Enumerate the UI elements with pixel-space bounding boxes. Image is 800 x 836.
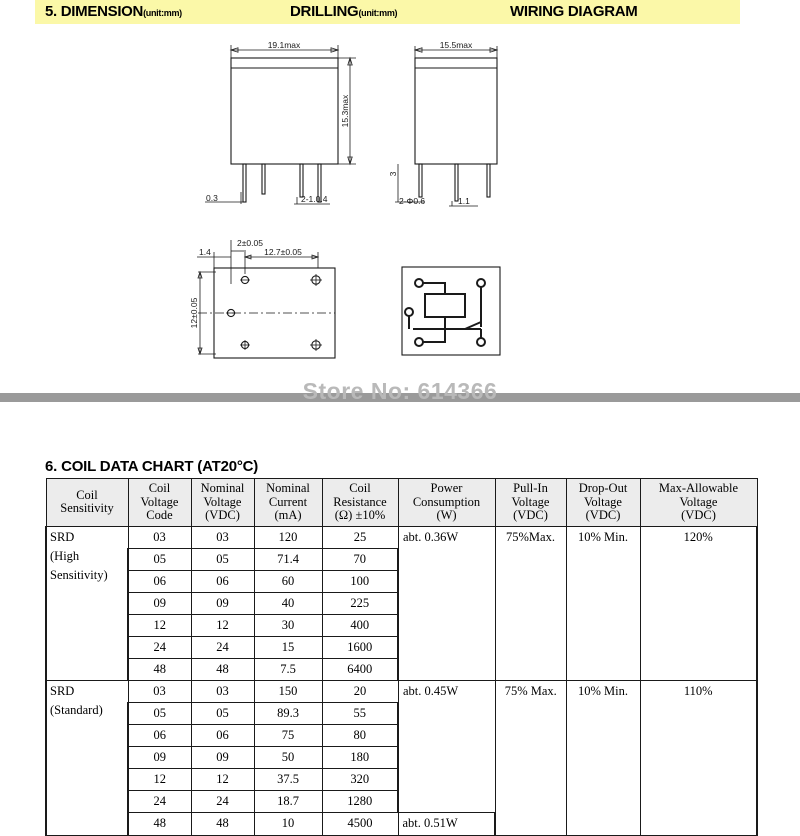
cell-nominal-voltage: 48 <box>191 812 254 835</box>
col-max-allowable-voltage: Max-Allowable Voltage (VDC) <box>640 479 757 527</box>
cell-coil-voltage-code: 06 <box>128 570 191 592</box>
drill-hole <box>240 276 250 283</box>
col-nominal-current: Nominal Current (mA) <box>254 479 322 527</box>
drilling-view-drawing <box>189 238 335 358</box>
cell-coil-resistance: 180 <box>322 746 398 768</box>
cell-coil-voltage-code: 12 <box>128 768 191 790</box>
front-height-dim: 15.3max <box>340 94 350 128</box>
cell-coil-voltage-code: 06 <box>128 724 191 746</box>
coil-data-chart-title: 6. COIL DATA CHART (AT20°C) <box>45 458 259 475</box>
cell-nominal-voltage: 12 <box>191 614 254 636</box>
cell-nominal-current: 50 <box>254 746 322 768</box>
cell-nominal-voltage: 09 <box>191 746 254 768</box>
cell-nominal-voltage: 24 <box>191 636 254 658</box>
drawings-area <box>0 24 800 374</box>
side-width-dim: 15.5max <box>439 40 473 50</box>
col-power-consumption: Power Consumption (W) <box>398 479 495 527</box>
cell-nominal-voltage: 09 <box>191 592 254 614</box>
cell-coil-resistance: 55 <box>322 702 398 724</box>
cell-coil-voltage-code: 48 <box>128 812 191 835</box>
cell-power-consumption: abt. 0.51W <box>398 812 495 835</box>
col-coil-sensitivity: Coil Sensitivity <box>46 479 128 527</box>
cell-coil-sensitivity: SRD (Standard) <box>46 680 128 835</box>
cell-max-allowable-voltage: 120% <box>640 526 757 680</box>
cell-nominal-current: 7.5 <box>254 658 322 680</box>
cell-coil-voltage-code: 09 <box>128 592 191 614</box>
cell-nominal-voltage: 03 <box>191 526 254 548</box>
cell-nominal-voltage: 24 <box>191 790 254 812</box>
cell-nominal-voltage: 48 <box>191 658 254 680</box>
cell-nominal-current: 120 <box>254 526 322 548</box>
col-coil-voltage-code: Coil Voltage Code <box>128 479 191 527</box>
cell-nominal-current: 60 <box>254 570 322 592</box>
cell-drop-out-voltage: 10% Min. <box>566 680 640 835</box>
table-row <box>46 526 757 548</box>
cell-pull-in-voltage: 75% Max. <box>495 680 566 835</box>
col-coil-resistance: Coil Resistance (Ω) ±10% <box>322 479 398 527</box>
cell-coil-resistance: 20 <box>322 680 398 702</box>
drilling-vertical-dim: 12±0.05 <box>189 297 199 329</box>
drilling-top-dim: 12.7±0.05 <box>264 247 302 257</box>
cell-nominal-current: 89.3 <box>254 702 322 724</box>
drill-hole <box>310 274 322 286</box>
header-dimension-unit: (unit:mm) <box>143 8 182 18</box>
cell-coil-voltage-code: 24 <box>128 790 191 812</box>
cell-nominal-current: 10 <box>254 812 322 835</box>
header-wiring-title: WIRING DIAGRAM <box>510 3 638 20</box>
table-header-row <box>46 479 757 527</box>
cell-coil-voltage-code: 24 <box>128 636 191 658</box>
cell-nominal-current: 71.4 <box>254 548 322 570</box>
side-pin-dia-dim: 2-Φ0.6 <box>399 196 426 206</box>
cell-nominal-current: 18.7 <box>254 790 322 812</box>
cell-nominal-voltage: 06 <box>191 570 254 592</box>
cell-nominal-voltage: 12 <box>191 768 254 790</box>
front-width-dim: 19.1max <box>267 40 301 50</box>
header-dimension <box>45 3 182 22</box>
header-drilling <box>290 3 397 22</box>
cell-coil-resistance: 320 <box>322 768 398 790</box>
cell-nominal-current: 150 <box>254 680 322 702</box>
wiring-terminal <box>477 338 485 346</box>
cell-max-allowable-voltage: 110% <box>640 680 757 835</box>
drilling-small-top-dim: 2±0.05 <box>237 238 263 248</box>
cell-coil-voltage-code: 12 <box>128 614 191 636</box>
header-wiring <box>510 3 637 21</box>
cell-coil-resistance: 4500 <box>322 812 398 835</box>
header-drilling-title: DRILLING <box>290 3 359 20</box>
cell-coil-voltage-code: 05 <box>128 548 191 570</box>
cell-nominal-current: 75 <box>254 724 322 746</box>
cell-coil-voltage-code: 48 <box>128 658 191 680</box>
cell-coil-resistance: 400 <box>322 614 398 636</box>
cell-nominal-voltage: 05 <box>191 548 254 570</box>
cell-coil-voltage-code: 03 <box>128 680 191 702</box>
drill-hole <box>310 339 322 351</box>
coil-data-table <box>45 478 758 836</box>
cell-coil-resistance: 1600 <box>322 636 398 658</box>
col-pull-in-voltage: Pull-In Voltage (VDC) <box>495 479 566 527</box>
wiring-terminal <box>415 279 423 287</box>
cell-coil-resistance: 100 <box>322 570 398 592</box>
watermark-text: Store No: 614366 <box>302 378 498 404</box>
cell-coil-voltage-code: 09 <box>128 746 191 768</box>
drilling-left-dim: 1.4 <box>199 247 211 257</box>
cell-nominal-voltage: 05 <box>191 702 254 724</box>
cell-drop-out-voltage: 10% Min. <box>566 526 640 680</box>
cell-coil-sensitivity: SRD (High Sensitivity) <box>46 526 128 680</box>
side-pin-spacing-dim: 1.1 <box>458 196 470 206</box>
cell-coil-resistance: 6400 <box>322 658 398 680</box>
table-row <box>46 680 757 702</box>
cell-power-consumption: abt. 0.36W <box>398 526 495 680</box>
header-dimension-title: 5. DIMENSION <box>45 3 144 20</box>
cell-nominal-voltage: 06 <box>191 724 254 746</box>
front-view-drawing <box>205 40 356 204</box>
col-nominal-voltage: Nominal Voltage (VDC) <box>191 479 254 527</box>
drill-hole <box>226 309 236 316</box>
cell-coil-resistance: 80 <box>322 724 398 746</box>
cell-coil-resistance: 70 <box>322 548 398 570</box>
wiring-terminal <box>415 338 423 346</box>
front-pin-thickness-dim: 0.3 <box>206 193 218 203</box>
cell-coil-resistance: 225 <box>322 592 398 614</box>
cell-coil-resistance: 25 <box>322 526 398 548</box>
side-view-drawing <box>388 40 497 206</box>
wiring-terminal <box>405 308 413 316</box>
section-header-band <box>35 0 740 24</box>
front-pin-size-dim: 2-1.0.4 <box>301 194 328 204</box>
cell-coil-resistance: 1280 <box>322 790 398 812</box>
wiring-diagram-drawing <box>402 267 500 355</box>
cell-pull-in-voltage: 75%Max. <box>495 526 566 680</box>
cell-power-consumption: abt. 0.45W <box>398 680 495 812</box>
cell-nominal-current: 30 <box>254 614 322 636</box>
drill-hole <box>240 340 250 350</box>
wiring-terminal <box>477 279 485 287</box>
cell-nominal-voltage: 03 <box>191 680 254 702</box>
side-left-dim: 3 <box>388 171 398 177</box>
cell-coil-voltage-code: 05 <box>128 702 191 724</box>
cell-nominal-current: 37.5 <box>254 768 322 790</box>
cell-nominal-current: 40 <box>254 592 322 614</box>
header-drilling-unit: (unit:mm) <box>358 8 398 18</box>
cell-nominal-current: 15 <box>254 636 322 658</box>
col-drop-out-voltage: Drop-Out Voltage (VDC) <box>566 479 640 527</box>
cell-coil-voltage-code: 03 <box>128 526 191 548</box>
